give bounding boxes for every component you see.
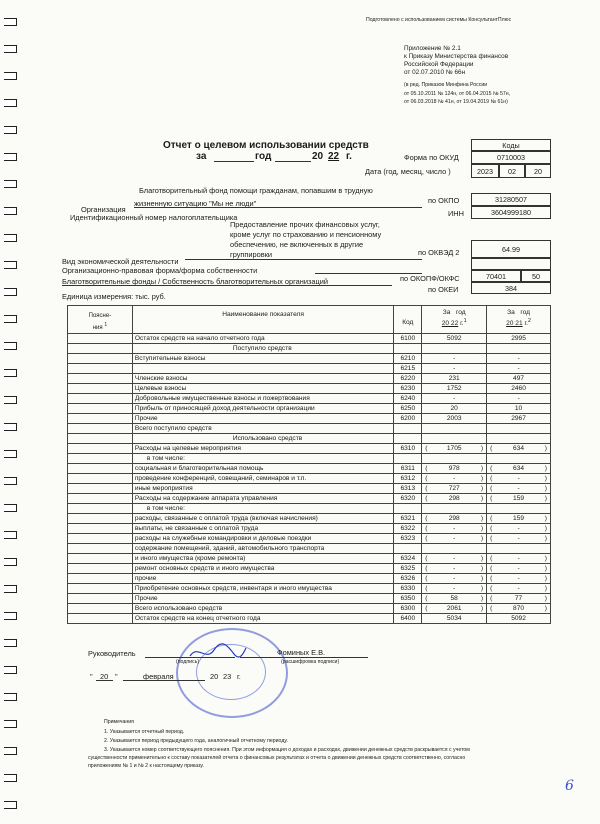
cell-value-previous [487,454,551,464]
binder-hole [4,531,17,539]
period-year-prefix: 20 [312,151,324,162]
binder-hole [4,72,17,80]
cell-value-previous: 870 ( ) [487,604,551,614]
binder-hole [4,423,17,431]
okei-label: по ОКЕИ [428,285,459,294]
cell-value-current: - [422,364,487,374]
cell-explanation [68,434,133,444]
appendix-line: от 06.03.2018 № 41н, от 19.04.2019 № 61н) [404,99,508,105]
appendix-line: (в ред. Приказов Минфина России [404,82,488,88]
cell-explanation [68,404,133,414]
okopf-value: 70401 [471,270,521,282]
cell-value-current: 2003 [422,414,487,424]
date-quote-open: " [90,672,93,681]
cell-value-current: 298 ( ) [422,514,487,524]
table-row [68,394,551,404]
cell-indicator: в том числе: [132,504,394,514]
cell-value-previous: - [487,364,551,374]
table-row [68,464,551,474]
cell-code: 6321 [394,514,422,524]
binder-hole [4,693,17,701]
cell-code: 6230 [394,384,422,394]
cell-code: 6250 [394,404,422,414]
cell-indicator: иные мероприятия [132,484,394,494]
binder-hole [4,801,17,809]
sign-g: г. [237,672,241,681]
cell-value-previous [487,504,551,514]
cell-indicator: проведение конференций, совещаний, семинаров и т.п. [132,474,394,484]
note-2: 2. Указывается период предыдущего года, аналогичный отчетному периоду. [104,738,288,744]
cell-explanation [68,594,133,604]
binder-hole [4,315,17,323]
binder-hole [4,288,17,296]
head-name: Фоминых Е.В. [277,648,326,657]
binder-hole [4,207,17,215]
table-row [68,544,551,554]
binder-hole [4,666,17,674]
cell-value-current: 58 ( ) [422,594,487,604]
cell-value-current: - ( ) [422,534,487,544]
table-row [68,614,551,624]
cell-code: 6325 [394,564,422,574]
cell-value-previous: 77 ( ) [487,594,551,604]
notes-title: Примечания [104,719,134,725]
inn-value: 3604999180 [471,206,551,219]
cell-explanation [68,334,133,344]
table-row [68,474,551,484]
cell-value-previous [487,544,551,554]
binder-hole [4,396,17,404]
cell-explanation [68,444,133,454]
table-row [68,584,551,594]
cell-value-previous: - ( ) [487,564,551,574]
binder-hole [4,774,17,782]
cell-indicator: Членские взносы [132,374,394,384]
binder-hole [4,747,17,755]
table-row [68,514,551,524]
binder-hole [4,585,17,593]
cell-value-previous: 2460 [487,384,551,394]
cell-code [394,424,422,434]
cell-code: 6200 [394,414,422,424]
cell-code: 6312 [394,474,422,484]
unit-label: Единица измерения: тыс. руб. [62,292,166,301]
date-month: 02 [499,164,525,178]
cell-value-previous: 497 [487,374,551,384]
binder-hole [4,477,17,485]
cell-indicator: Всего поступило средств [132,424,394,434]
date-day: 20 [525,164,551,178]
cell-value-current: 1705 ( ) [422,444,487,454]
cell-explanation [68,474,133,484]
binder-hole [4,720,17,728]
cell-value-current: 20 [422,404,487,414]
date-label: Дата (год, месяц, число ) [365,167,451,176]
cell-indicator: Остаток средств на конец отчетного года [132,614,394,624]
cell-value-previous: 159 ( ) [487,494,551,504]
org-name-line1: Благотворительный фонд помощи гражданам, попавшим в трудную [139,186,373,195]
org-name-line2: жизненную ситуацию "Мы не люди" [134,199,257,208]
sign-day: 20 [100,672,109,681]
cell-value-previous: 634 ( ) [487,464,551,474]
table-row [68,424,551,434]
cell-indicator [132,364,394,374]
opf-label: Организационно-правовая форма/форма собственности [62,266,258,275]
cell-code [394,344,422,354]
cell-code: 6300 [394,604,422,614]
cell-code [394,504,422,514]
cell-indicator: Приобретение основных средств, инвентаря и иного имущества [132,584,394,594]
cell-value-current: 298 ( ) [422,494,487,504]
cell-code: 6310 [394,444,422,454]
cell-value-current: 1752 [422,384,487,394]
cell-explanation [68,504,133,514]
cell-code: 6220 [394,374,422,384]
activity-line1: Предоставление прочих финансовых услуг, [230,220,380,229]
cell-value-current: - [422,354,487,364]
cell-code: 6215 [394,364,422,374]
cell-indicator: Прочие [132,414,394,424]
binder-hole [4,153,17,161]
sign-label: (подпись) [176,659,200,665]
header-period1: За год 20 22 г.$^1$ [422,306,487,334]
binder-hole [4,18,17,26]
cell-indicator: Расходы на целевые мероприятия [132,444,394,454]
date-quote-close: " [115,672,118,681]
binder-hole [4,504,17,512]
table-row [68,524,551,534]
cell-value-current: - ( ) [422,474,487,484]
binder-hole [4,612,17,620]
cell-indicator: Вступительные взносы [132,354,394,364]
okpo-value: 31280507 [471,193,551,206]
cell-value-current [422,504,487,514]
note-1: 1. Указывается отчетный период. [104,729,185,735]
okpo-label: по ОКПО [428,196,460,205]
table-row [68,504,551,514]
binder-hole [4,126,17,134]
binder-hole [4,234,17,242]
table-row [68,484,551,494]
cell-indicator: содержание помещений, зданий, автомобильного транспорта [132,544,394,554]
binder-hole [4,639,17,647]
binder-hole [4,99,17,107]
cell-explanation [68,534,133,544]
cell-value-previous: 2995 [487,334,551,344]
cell-indicator: ремонт основных средств и иного имущества [132,564,394,574]
top-note: Подготовлено с использованием системы КонсультантПлюс [366,17,512,23]
cell-indicator: расходы на служебные командировки и деловые поездки [132,534,394,544]
cell-value-current [422,434,487,444]
table-row [68,554,551,564]
activity-label: Вид экономической деятельности [62,257,179,266]
cell-indicator: Прибыль от приносящей доход деятельности организации [132,404,394,414]
cell-value-current: 5092 [422,334,487,344]
appendix-line: от 02.07.2010 № 66н [404,69,466,76]
activity-line4: группировки [230,250,273,259]
period-g: г. [346,151,352,162]
okved-value: 64.99 [471,240,551,258]
cell-value-current [422,454,487,464]
table-row [68,414,551,424]
cell-explanation [68,454,133,464]
cell-value-previous: - ( ) [487,484,551,494]
appendix-line: Приложение № 2.1 [404,45,461,52]
table-row [68,404,551,414]
table-row [68,374,551,384]
cell-value-current: - ( ) [422,584,487,594]
cell-value-previous [487,424,551,434]
cell-explanation [68,374,133,384]
org-label: Организация [81,205,126,214]
note-5: приложениям № 1 и № 2 к настоящему приказу. [88,763,204,769]
cell-value-previous: - ( ) [487,554,551,564]
cell-explanation [68,484,133,494]
cell-indicator: Добровольные имущественные взносы и пожертвования [132,394,394,404]
table-row [68,534,551,544]
cell-value-current: 5034 [422,614,487,624]
cell-value-previous: - ( ) [487,574,551,584]
okud-label: Форма по ОКУД [404,153,459,162]
table-row [68,344,551,354]
activity-line3: обеспечению, не включенных в другие [230,240,364,249]
cell-value-current: 978 ( ) [422,464,487,474]
cell-value-previous: 2967 [487,414,551,424]
cell-indicator: выплаты, не связанные с оплатой труда [132,524,394,534]
report-table [67,305,551,624]
activity-line2: кроме услуг по страхованию и пенсионному [230,230,382,239]
cell-indicator: Использовано средств [132,434,394,444]
cell-value-current: - ( ) [422,524,487,534]
cell-value-current: 231 [422,374,487,384]
inn-code-label: ИНН [448,209,464,218]
cell-explanation [68,604,133,614]
table-row [68,434,551,444]
table-row [68,364,551,374]
cell-code: 6322 [394,524,422,534]
cell-code: 6100 [394,334,422,344]
cell-value-current: - ( ) [422,574,487,584]
opf-value: Благотворительные фонды / Собственность благотворительных организаций [62,277,328,286]
cell-value-current: - ( ) [422,554,487,564]
cell-explanation [68,524,133,534]
binder-hole [4,261,17,269]
period-za: за [196,151,207,162]
table-row [68,604,551,614]
report-title: Отчет о целевом использовании средств [163,140,369,151]
cell-code: 6324 [394,554,422,564]
cell-explanation [68,564,133,574]
date-year: 2023 [471,164,499,178]
cell-indicator: Поступило средств [132,344,394,354]
okved-label: по ОКВЭД 2 [418,248,460,257]
cell-value-previous: 5092 [487,614,551,624]
cell-explanation [68,614,133,624]
inn-label: Идентификационный номер налогоплательщика [70,213,238,222]
header-name: Наименование показателя [132,306,394,334]
table-header [68,306,551,334]
header-explanations: Поясне- ния $^1$ [68,306,133,334]
binder-hole [4,180,17,188]
cell-value-previous: 159 ( ) [487,514,551,524]
cell-indicator: Остаток средств на начало отчетного года [132,334,394,344]
cell-value-previous: - [487,354,551,364]
cell-explanation [68,554,133,564]
cell-code [394,434,422,444]
binder-hole [4,342,17,350]
cell-indicator: в том числе: [132,454,394,464]
cell-value-previous [487,344,551,354]
okud-value: 0710003 [471,151,551,164]
binder-hole [4,450,17,458]
cell-code: 6313 [394,484,422,494]
cell-indicator: Прочие [132,594,394,604]
cell-explanation [68,394,133,404]
table-row [68,384,551,394]
table-row [68,574,551,584]
binder-hole [4,45,17,53]
sign-year: 23 [223,672,232,681]
cell-explanation [68,574,133,584]
head-label: Руководитель [88,649,136,658]
cell-value-previous: - ( ) [487,584,551,594]
period-god: год [255,151,272,162]
okfs-value: 50 [521,270,551,282]
period-year: 22 [328,151,340,162]
cell-value-previous [487,434,551,444]
binder-hole [4,369,17,377]
binder-hole [4,558,17,566]
decode-label: (расшифровка подписи) [281,659,340,665]
cell-explanation [68,514,133,524]
cell-code: 6210 [394,354,422,364]
cell-code [394,454,422,464]
header-code: Код [394,306,422,334]
cell-code: 6311 [394,464,422,474]
cell-explanation [68,494,133,504]
cell-code: 6320 [394,494,422,504]
table-row [68,564,551,574]
cell-value-current: 727 ( ) [422,484,487,494]
cell-value-current [422,544,487,554]
cell-explanation [68,364,133,374]
appendix-line: к Приказу Министерства финансов [404,53,509,60]
cell-explanation [68,384,133,394]
cell-code: 6350 [394,594,422,604]
binder-holes [0,0,22,824]
cell-value-previous: - ( ) [487,534,551,544]
cell-value-previous: 634 ( ) [487,444,551,454]
table-row [68,594,551,604]
sign-month: февраля [143,672,174,681]
cell-indicator: социальная и благотворительная помощь [132,464,394,474]
table-row [68,354,551,364]
cell-value-current: - ( ) [422,564,487,574]
header-period2: За год 20 21 г.$^2$ [487,306,551,334]
table-row [68,494,551,504]
table-row [68,454,551,464]
cell-code: 6400 [394,614,422,624]
codes-header: Коды [471,139,551,151]
cell-code: 6323 [394,534,422,544]
cell-code: 6330 [394,584,422,594]
cell-explanation [68,584,133,594]
cell-explanation [68,344,133,354]
cell-value-previous: - ( ) [487,524,551,534]
cell-indicator: и иного имущества (кроме ремонта) [132,554,394,564]
cell-value-previous: 10 [487,404,551,414]
cell-indicator: расходы, связанные с оплатой труда (включая начисления) [132,514,394,524]
cell-explanation [68,464,133,474]
cell-indicator: Целевые взносы [132,384,394,394]
sign-year-prefix: 20 [210,672,219,681]
cell-explanation [68,544,133,554]
cell-indicator: Всего использовано средств [132,604,394,614]
page-number: 6 [565,778,574,794]
cell-explanation [68,414,133,424]
okei-value: 384 [471,282,551,294]
cell-value-previous: - [487,394,551,404]
cell-explanation [68,424,133,434]
cell-code: 6326 [394,574,422,584]
table-row [68,444,551,454]
okopf-label: по ОКОПФ/ОКФС [400,274,460,283]
cell-code: 6240 [394,394,422,404]
appendix-line: Российской Федерации [404,61,474,68]
cell-value-previous: - ( ) [487,474,551,484]
note-3: 3. Указывается номер соответствующего пояснения. При этом информация о доходах и расходах, движении денежных средств раскрывается с учетом [104,747,470,753]
cell-value-current: - [422,394,487,404]
appendix-line: от 05.10.2011 № 124н, от 06.04.2015 № 57н, [404,91,511,97]
cell-indicator: Расходы на содержание аппарата управления [132,494,394,504]
opf-spacer [471,258,551,270]
cell-indicator: прочие [132,574,394,584]
cell-value-current [422,424,487,434]
cell-code [394,544,422,554]
note-4: существенности применительно к составу показателей отчета о финансовых результатах и отчета о движении денежных средств соответственно, согласно [88,755,466,761]
cell-value-current: 2061 ( ) [422,604,487,614]
cell-value-current [422,344,487,354]
table-row [68,334,551,344]
cell-explanation [68,354,133,364]
